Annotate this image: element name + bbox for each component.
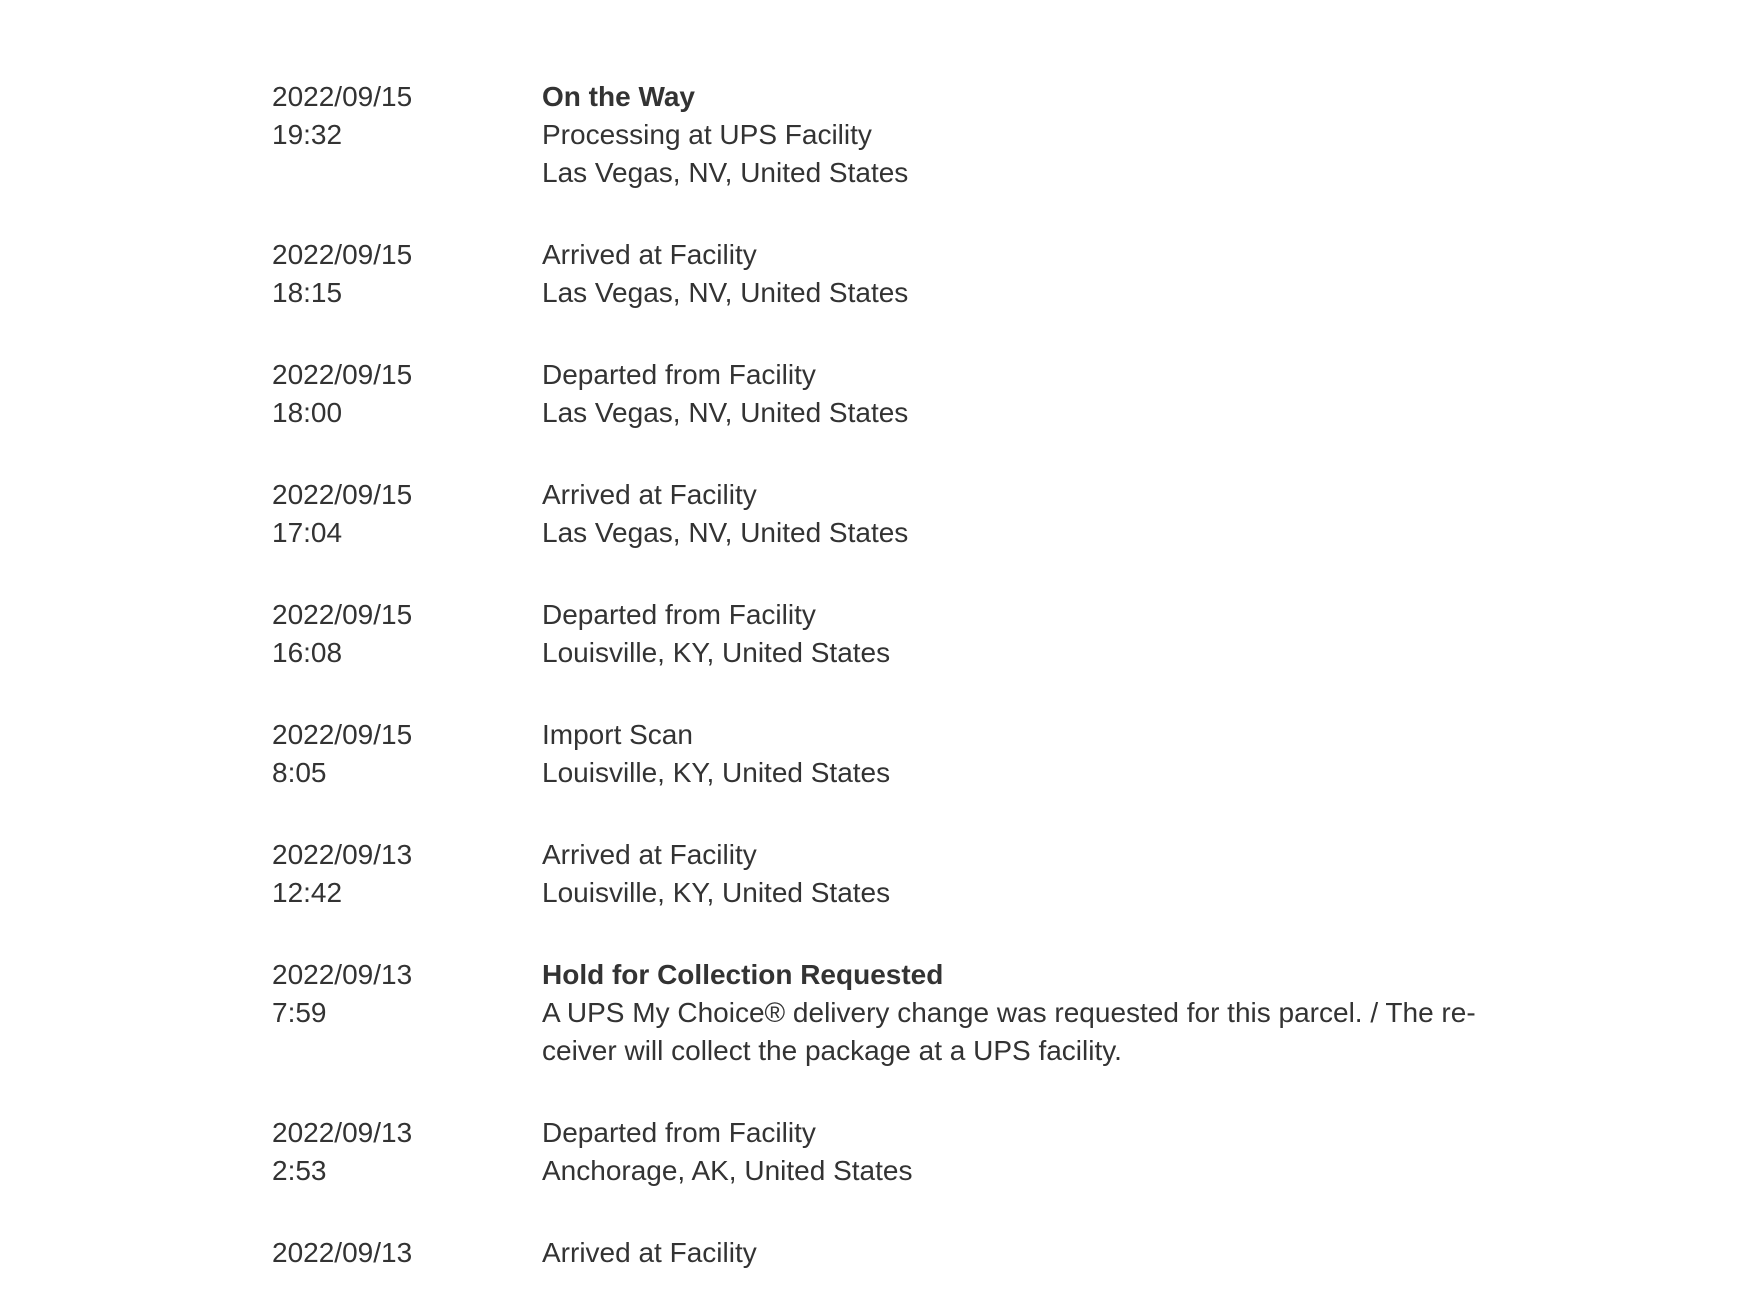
- tracking-event: [272, 78, 1502, 192]
- tracking-event: [272, 836, 1502, 912]
- event-date: 2022/09/15: [272, 599, 413, 630]
- event-time: 7:59: [272, 997, 327, 1028]
- event-date: 2022/09/15: [272, 719, 413, 750]
- event-status: Departed from Facility: [542, 1117, 816, 1148]
- event-datetime: [272, 356, 542, 432]
- event-date: 2022/09/13: [272, 959, 413, 990]
- event-details: [542, 956, 1502, 1070]
- event-time: 8:05: [272, 757, 327, 788]
- event-note: A UPS My Choice® delivery change was requested for this parcel. / The re-ceiver will collect the package at a UPS facility.: [542, 997, 1476, 1066]
- event-details: [542, 596, 1502, 672]
- event-status: Arrived at Facility: [542, 479, 757, 510]
- event-date: 2022/09/13: [272, 839, 413, 870]
- event-details: [542, 836, 1502, 912]
- event-datetime: [272, 596, 542, 672]
- event-details: [542, 1114, 1502, 1190]
- event-details: [542, 356, 1502, 432]
- event-title: Hold for Collection Requested: [542, 959, 944, 990]
- event-time: 18:15: [272, 277, 343, 308]
- event-date: 2022/09/13: [272, 1117, 413, 1148]
- event-date: 2022/09/15: [272, 479, 413, 510]
- event-datetime: [272, 236, 542, 312]
- tracking-event: [272, 1114, 1502, 1190]
- event-datetime: [272, 78, 542, 192]
- event-date: 2022/09/15: [272, 81, 413, 112]
- event-location: Louisville, KY, United States: [542, 877, 891, 908]
- event-status: Arrived at Facility: [542, 1237, 757, 1268]
- event-datetime: [272, 1234, 542, 1272]
- event-time: 19:32: [272, 119, 343, 150]
- event-details: [542, 716, 1502, 792]
- event-location: Las Vegas, NV, United States: [542, 277, 909, 308]
- event-location: Louisville, KY, United States: [542, 637, 891, 668]
- event-location: Las Vegas, NV, United States: [542, 157, 909, 188]
- event-time: 17:04: [272, 517, 343, 548]
- event-status: Import Scan: [542, 719, 693, 750]
- event-status: Departed from Facility: [542, 359, 816, 390]
- event-datetime: [272, 716, 542, 792]
- event-details: [542, 236, 1502, 312]
- event-details: [542, 476, 1502, 552]
- event-status: Departed from Facility: [542, 599, 816, 630]
- tracking-event: [272, 1234, 1502, 1272]
- tracking-event: [272, 716, 1502, 792]
- event-location: Louisville, KY, United States: [542, 757, 891, 788]
- event-datetime: [272, 836, 542, 912]
- event-details: [542, 78, 1502, 192]
- event-datetime: [272, 476, 542, 552]
- event-datetime: [272, 1114, 542, 1190]
- event-datetime: [272, 956, 542, 1070]
- event-status: Arrived at Facility: [542, 839, 757, 870]
- tracking-event: [272, 596, 1502, 672]
- event-location: Las Vegas, NV, United States: [542, 397, 909, 428]
- tracking-event: [272, 356, 1502, 432]
- event-time: 18:00: [272, 397, 343, 428]
- tracking-event: [272, 476, 1502, 552]
- event-date: 2022/09/13: [272, 1237, 413, 1268]
- tracking-event: [272, 236, 1502, 312]
- event-date: 2022/09/15: [272, 239, 413, 270]
- event-status: Processing at UPS Facility: [542, 119, 872, 150]
- event-details: [542, 1234, 1502, 1272]
- tracking-history: [272, 78, 1502, 1316]
- event-location: Las Vegas, NV, United States: [542, 517, 909, 548]
- event-time: 16:08: [272, 637, 343, 668]
- event-time: 12:42: [272, 877, 343, 908]
- event-time: 2:53: [272, 1155, 327, 1186]
- tracking-event: [272, 956, 1502, 1070]
- event-date: 2022/09/15: [272, 359, 413, 390]
- event-title: On the Way: [542, 81, 695, 112]
- event-status: Arrived at Facility: [542, 239, 757, 270]
- event-location: Anchorage, AK, United States: [542, 1155, 913, 1186]
